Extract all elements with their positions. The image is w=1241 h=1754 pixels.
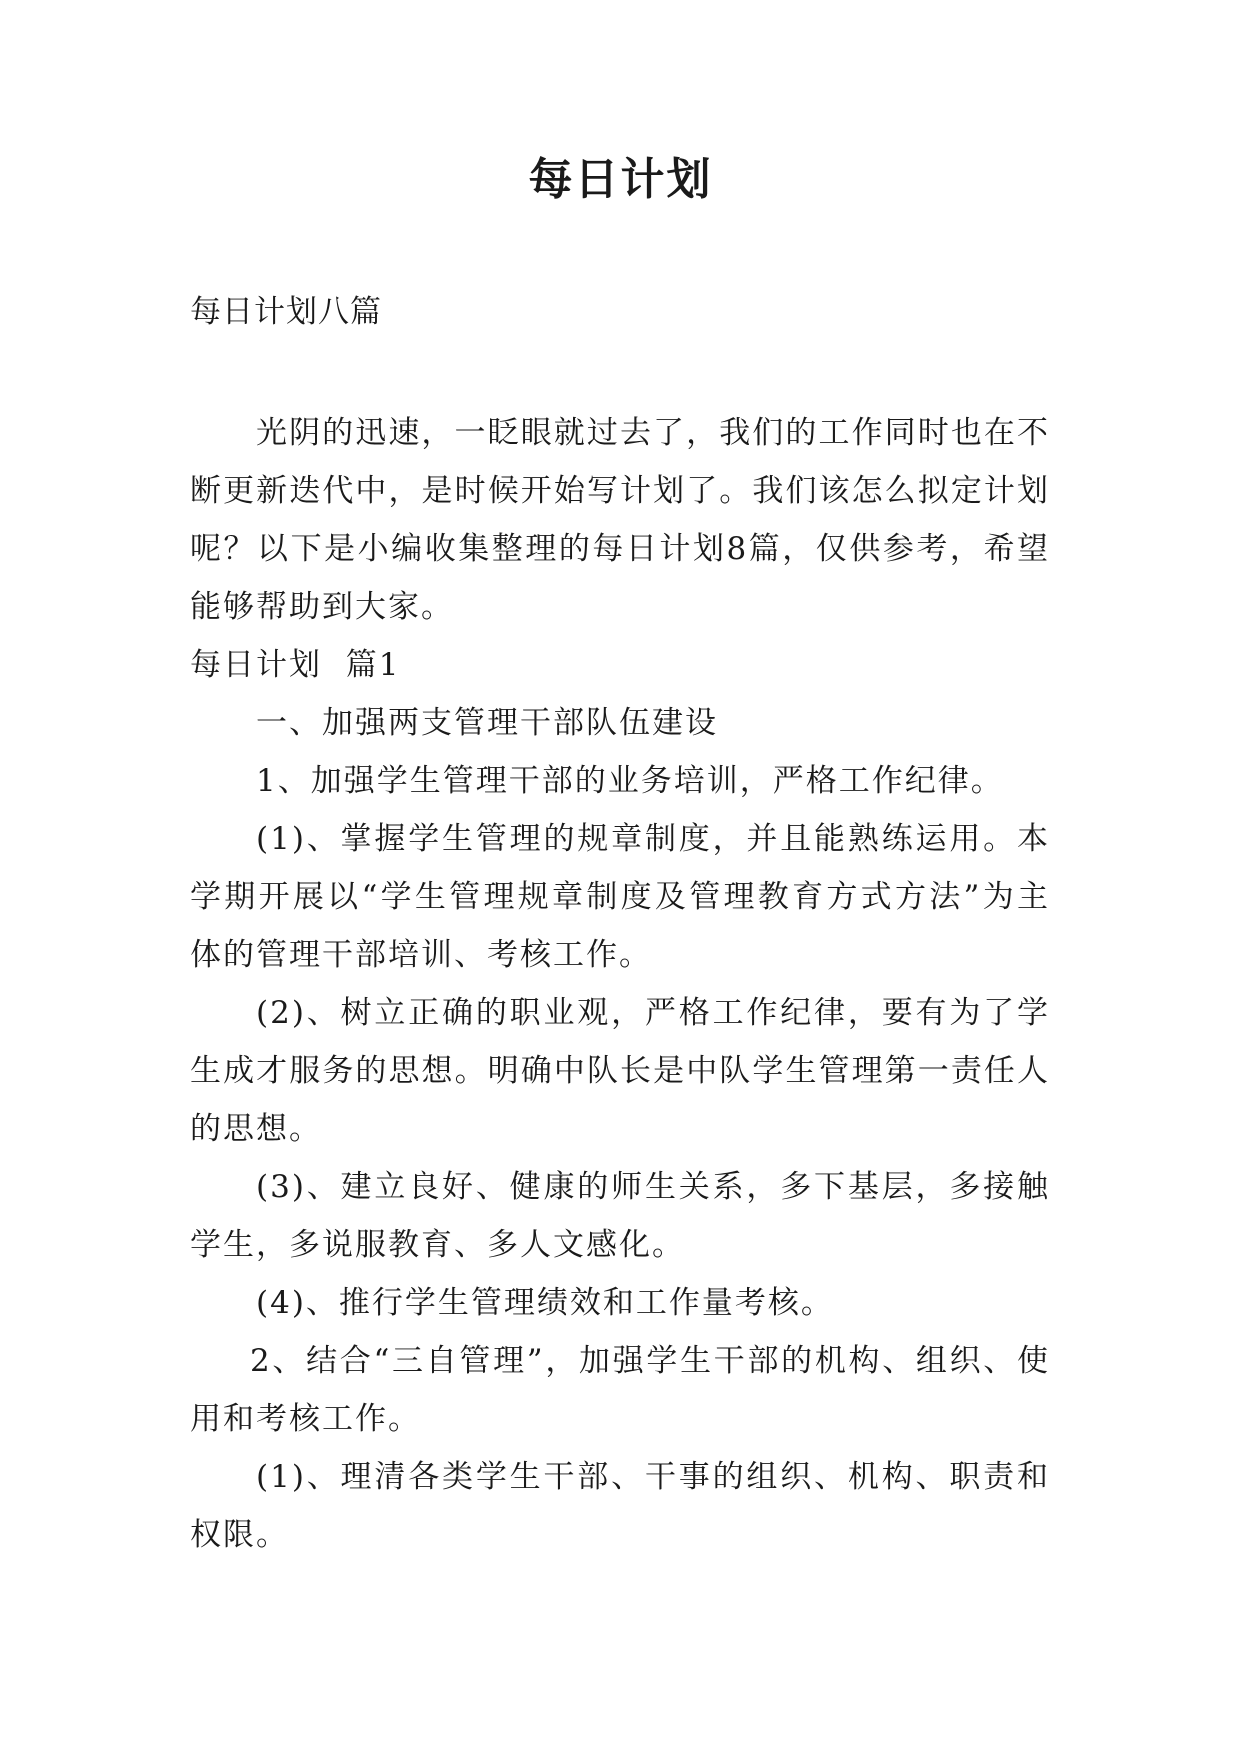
- section-heading: 每日计划 篇1: [190, 647, 401, 683]
- body-paragraph: (1)、理清各类学生干部、干事的组织、机构、职责和权限。: [190, 1459, 1050, 1553]
- intro-paragraph: 光阴的迅速，一眨眼就过去了，我们的工作同时也在不断更新迭代中，是时候开始写计划了。我们该怎么拟定计划呢？以下是小编收集整理的每日计划8篇，仅供参考，希望能够帮助到大家。: [190, 415, 1050, 625]
- document-title: 每日计划: [528, 154, 713, 205]
- document-body: [190, 404, 1050, 1564]
- body-paragraph: (1)、掌握学生管理的规章制度，并且能熟练运用。本学期开展以“学生管理规章制度及管理教育方式方法”为主体的管理干部培训、考核工作。: [190, 821, 1050, 973]
- document-subtitle: 每日计划八篇: [190, 294, 382, 330]
- body-paragraph: 1、加强学生管理干部的业务培训，严格工作纪律。: [256, 763, 1004, 799]
- body-paragraph: 一、加强两支管理干部队伍建设: [256, 705, 718, 741]
- body-paragraph: (2)、树立正确的职业观，严格工作纪律，要有为了学生成才服务的思想。明确中队长是中队学生管理第一责任人的思想。: [190, 995, 1050, 1147]
- body-paragraph: (3)、建立良好、健康的师生关系，多下基层，多接触学生，多说服教育、多人文感化。: [190, 1169, 1050, 1263]
- body-paragraph: 2、结合“三自管理”，加强学生干部的机构、组织、使用和考核工作。: [190, 1343, 1050, 1437]
- body-paragraph: (4)、推行学生管理绩效和工作量考核。: [256, 1285, 834, 1321]
